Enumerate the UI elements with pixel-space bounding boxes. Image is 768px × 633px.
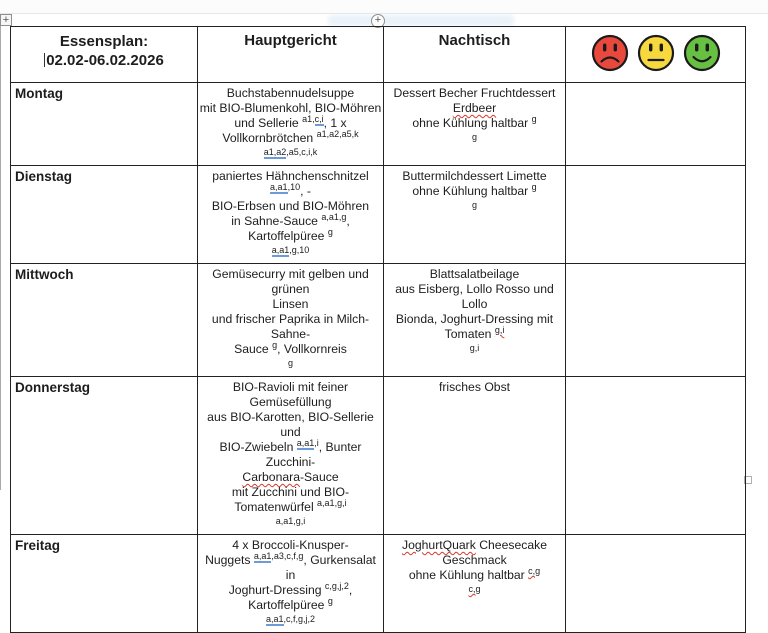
text-segment: BIO-Zwiebeln	[219, 440, 297, 454]
cell-line	[199, 312, 382, 342]
cell-line	[199, 199, 382, 214]
plan-title: Essensplan:	[59, 33, 149, 50]
text-segment: Nuggets	[205, 553, 254, 567]
cell-line	[199, 410, 382, 440]
dessert-header-cell[interactable]	[384, 27, 566, 83]
rating-cell[interactable]	[566, 535, 746, 633]
text-segment: JoghurtQuark	[402, 538, 476, 552]
cell-line	[199, 169, 382, 199]
text-segment: BIO-Ravioli mit feiner Gemüsefüllung	[232, 380, 349, 409]
cell-line	[199, 497, 382, 515]
text-segment: Erdbeer	[452, 101, 497, 115]
text-segment: Blattsalatbeilage	[429, 267, 520, 281]
text-segment: c,g	[468, 583, 481, 594]
text-segment: a,a1	[253, 550, 272, 561]
cell-line	[385, 312, 564, 327]
rating-cell[interactable]	[566, 377, 746, 535]
text-segment: c,g,j,2	[324, 580, 349, 591]
text-segment: Buchstabennudelsuppe	[226, 86, 355, 100]
text-segment: , Vollkornreis	[277, 342, 347, 356]
text-segment: -Sauce	[299, 470, 339, 484]
main-dish-cell[interactable]	[198, 535, 384, 633]
smiley-group	[567, 33, 744, 73]
text-segment: g	[287, 357, 293, 368]
text-segment: ohne Kühlung haltbar	[408, 568, 529, 582]
text-segment: frisches Obst	[438, 380, 511, 394]
main-dish-cell[interactable]	[198, 83, 384, 166]
text-segment: g	[531, 113, 537, 124]
text-segment: ,a3,c,f,g	[271, 550, 304, 561]
day-cell[interactable]: Montag	[11, 83, 198, 166]
text-segment: a,a1,g,i	[317, 497, 347, 508]
text-segment: a,a1	[271, 244, 290, 255]
cell-line	[385, 324, 564, 342]
text-segment: Cheesecake	[475, 538, 547, 552]
sad-smiley-icon[interactable]	[590, 33, 630, 73]
cell-line	[385, 380, 564, 395]
cell-line	[385, 101, 564, 116]
dessert-cell[interactable]	[384, 166, 566, 264]
cell-line	[385, 583, 564, 601]
cell-line	[199, 244, 382, 262]
text-segment: aus BIO-Karotten, BIO-Sellerie und	[207, 410, 374, 439]
text-segment: BIO-Erbsen und BIO-Möhren	[211, 199, 370, 213]
rating-header-cell[interactable]	[566, 27, 746, 83]
cell-line	[199, 470, 382, 485]
text-segment: g	[327, 595, 333, 606]
rating-cell[interactable]	[566, 166, 746, 264]
text-segment: mit Zucchini und BIO-	[231, 485, 350, 499]
dessert-header: Nachtisch	[438, 32, 511, 49]
text-segment: ,i	[314, 437, 319, 448]
cell-line	[199, 595, 382, 613]
text-segment: Tomaten	[444, 327, 495, 341]
text-segment: , -	[300, 184, 311, 198]
text-segment: a,a1,g	[321, 211, 347, 222]
text-segment: und Sellerie	[234, 116, 303, 130]
text-segment: a,a1,g,i	[275, 515, 306, 526]
cell-line	[199, 515, 382, 533]
text-segment: ,g,10	[289, 244, 310, 255]
text-segment: c,i	[314, 113, 324, 124]
cell-line	[385, 538, 564, 553]
text-segment: mit BIO-Blumenkohl, BIO-Möhren	[199, 101, 382, 115]
text-segment: paniertes Hähnchenschnitzel	[212, 169, 369, 183]
text-segment: ,c,f,g,j,2	[283, 613, 316, 624]
header-row	[11, 27, 746, 83]
text-segment: Tomatenwürfel	[234, 500, 318, 514]
dessert-cell[interactable]	[384, 83, 566, 166]
menu-row	[11, 535, 746, 633]
table-move-handle-icon[interactable]: +	[0, 14, 12, 26]
insert-column-icon[interactable]: +	[371, 14, 385, 28]
neutral-smiley-icon[interactable]	[636, 33, 676, 73]
text-segment: a,a1	[296, 437, 315, 448]
main-dish-cell[interactable]	[198, 166, 384, 264]
text-segment: , 1 x	[323, 116, 347, 130]
cell-line	[385, 199, 564, 217]
text-segment: ohne Kühlung haltbar	[412, 184, 532, 198]
text-segment: a,a1	[270, 181, 288, 192]
text-segment: a,a1	[265, 613, 284, 624]
cell-line	[199, 550, 382, 583]
text-segment: g,i	[469, 342, 480, 353]
menu-rows	[11, 83, 746, 633]
menu-row	[11, 264, 746, 377]
cell-line	[199, 580, 382, 598]
text-segment: Buttermilchdessert Limette	[402, 169, 547, 183]
text-segment: ,10	[287, 181, 301, 192]
menu-row	[11, 166, 746, 264]
cell-line	[199, 128, 382, 146]
text-segment: Linsen	[272, 297, 309, 311]
text-segment: Bionda, Joghurt-Dressing mit	[395, 312, 554, 326]
text-segment: g	[531, 181, 537, 192]
menu-row	[11, 83, 746, 166]
text-segment: ,a5,c,i,k	[286, 146, 318, 157]
cell-line	[199, 101, 382, 116]
text-segment: Geschmack	[442, 553, 507, 567]
cell-line	[199, 86, 382, 101]
text-segment: und frischer Paprika in Milch-Sahne-	[211, 312, 370, 341]
text-segment: g	[471, 131, 477, 142]
day-cell[interactable]: Mittwoch	[11, 264, 198, 377]
cell-line	[199, 339, 382, 357]
meal-plan-table	[10, 26, 746, 633]
page-left-edge	[0, 14, 1, 490]
text-segment: Dessert Becher Fruchtdessert	[393, 86, 556, 100]
text-segment: 4 x Broccoli-Knusper-	[232, 538, 349, 552]
text-segment: , Bunter Zucchini-	[265, 440, 362, 469]
cell-line	[385, 282, 564, 312]
text-segment: ohne Kühlung haltbar	[412, 116, 532, 130]
cell-line	[385, 131, 564, 149]
text-segment: aus Eisberg, Lollo Rosso und Lollo	[395, 282, 554, 311]
day-cell[interactable]: Donnerstag	[11, 377, 198, 535]
dessert-cell[interactable]	[384, 377, 566, 535]
text-segment: c,g	[528, 565, 541, 576]
dessert-cell[interactable]	[384, 535, 566, 633]
cell-line	[385, 113, 564, 131]
cell-line	[385, 342, 564, 360]
happy-smiley-icon[interactable]	[682, 33, 722, 73]
text-segment: ,	[348, 583, 353, 597]
cell-line	[199, 613, 382, 631]
main-dish-cell[interactable]	[198, 377, 384, 535]
text-segment: g	[327, 226, 333, 237]
top-margin-strip	[0, 0, 768, 14]
dessert-cell[interactable]	[384, 264, 566, 377]
cell-line	[199, 357, 382, 375]
text-segment: Vollkornbrötchen	[222, 131, 317, 145]
cell-line	[199, 267, 382, 297]
cell-line	[385, 267, 564, 282]
cell-line	[385, 181, 564, 199]
text-segment: , Kartoffelpüree	[248, 214, 350, 243]
text-segment: Gemüsecurry mit gelben und grünen	[212, 267, 369, 296]
cell-line	[199, 437, 382, 470]
day-cell[interactable]: Dienstag	[11, 166, 198, 264]
main-dish-cell[interactable]	[198, 264, 384, 377]
plan-date-range: 02.02-06.02.2026	[46, 52, 164, 69]
cell-line	[199, 146, 382, 164]
text-segment: Sauce	[234, 342, 273, 356]
text-segment: a1,a2,a5,k	[316, 128, 359, 139]
rating-cell[interactable]	[566, 83, 746, 166]
text-segment: g,i	[494, 324, 505, 335]
faded-highlight	[328, 15, 514, 26]
main-course-header-cell[interactable]	[198, 27, 384, 83]
cell-line	[385, 169, 564, 184]
cell-line	[199, 211, 382, 244]
cell-line	[199, 485, 382, 500]
text-segment: in Sahne-Sauce	[231, 214, 322, 228]
cell-line	[385, 565, 564, 583]
menu-row	[11, 377, 746, 535]
text-segment: g	[471, 199, 477, 210]
text-segment: a1,	[302, 113, 315, 124]
text-segment: , Gurkensalat in	[285, 553, 376, 582]
main-course-header: Hauptgericht	[244, 32, 337, 49]
text-segment: Kartoffelpüree	[248, 598, 328, 612]
plan-title-cell[interactable]	[11, 27, 198, 83]
text-segment: g	[272, 339, 278, 350]
text-segment: a1,a2	[263, 146, 287, 157]
cell-line	[385, 86, 564, 101]
cell-line	[199, 380, 382, 410]
text-segment: Joghurt-Dressing	[228, 583, 325, 597]
text-segment: Carbonara	[242, 470, 300, 484]
rating-cell[interactable]	[566, 264, 746, 377]
cell-line	[199, 297, 382, 312]
day-cell[interactable]: Freitag	[11, 535, 198, 633]
